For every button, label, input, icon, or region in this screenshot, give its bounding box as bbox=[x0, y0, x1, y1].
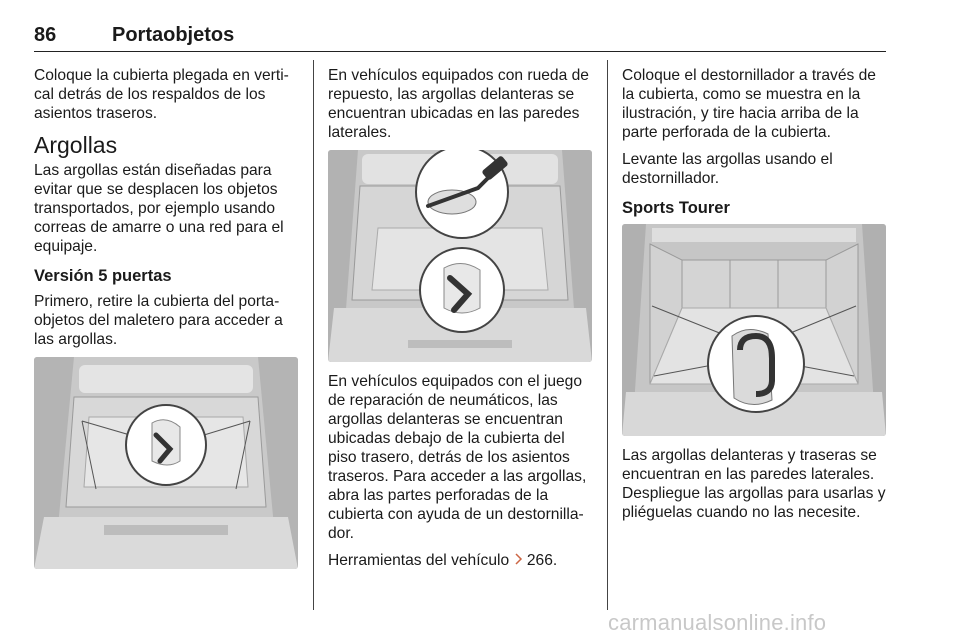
page-number: 86 bbox=[34, 24, 57, 46]
spare-wheel-paragraph: En vehículos equipados con rueda de repuesto, las argollas delanteras se encuentran ubicadas en las paredes laterales. bbox=[328, 67, 589, 141]
page-reference-icon bbox=[514, 553, 523, 565]
subheading-5-doors: Versión 5 puertas bbox=[34, 267, 172, 285]
subheading-sports-tourer: Sports Tourer bbox=[622, 199, 730, 217]
header-rule bbox=[34, 51, 886, 52]
section-title: Portaobjetos bbox=[112, 24, 235, 46]
column-2 bbox=[328, 66, 592, 578]
repair-kit-paragraph: En vehículos equipados con el juego de reparación de neumáticos, las argollas delanteras se encuentran ubicadas debajo de la cubierta del piso trasero, detrás de los asientos traseros. Para acceder a las argollas, abra las partes perforadas de la cubierta con ayuda de un destornilla-dor. bbox=[328, 373, 587, 542]
heading-argollas: Argollas bbox=[34, 132, 118, 158]
lift-rings-paragraph: Levante las argollas usando el destornillador. bbox=[622, 151, 833, 187]
screwdriver-paragraph: Coloque el destornillador a través de la cubierta, como se muestra en la ilustración, y tire hacia arriba de la parte perforada de la cubierta. bbox=[622, 67, 876, 141]
remove-cover-paragraph: Primero, retire la cubierta del porta-objetos del maletero para acceder a las argollas. bbox=[34, 293, 283, 348]
argollas-paragraph: Las argollas están diseñadas para evitar que se desplacen los objetos transportados, por ejemplo usando correas de amarre o una red para el equipaje. bbox=[34, 162, 284, 255]
trunk-illustration-sports-tourer bbox=[622, 224, 886, 436]
page-header bbox=[34, 24, 886, 52]
trunk-illustration-spare-wheel bbox=[328, 150, 592, 362]
watermark: carmanualsonline.info bbox=[608, 610, 827, 635]
trunk-illustration-5-door bbox=[34, 357, 298, 569]
intro-paragraph: Coloque la cubierta plegada en verti-cal detrás de los respaldos de los asientos traseros. bbox=[34, 67, 289, 122]
sports-tourer-paragraph: Las argollas delanteras y traseras se encuentran en las paredes laterales. Despliegue las argollas para usarlas y pliéguelas cuando no las necesite. bbox=[622, 447, 886, 521]
vehicle-tools-reference bbox=[328, 551, 592, 570]
column-3 bbox=[622, 66, 886, 530]
vehicle-tools-page[interactable]: 266. bbox=[526, 552, 558, 569]
column-divider-2 bbox=[607, 60, 608, 610]
column-divider-1 bbox=[313, 60, 314, 610]
column-1 bbox=[34, 66, 298, 579]
vehicle-tools-text: Herramientas del vehículo bbox=[328, 552, 510, 569]
